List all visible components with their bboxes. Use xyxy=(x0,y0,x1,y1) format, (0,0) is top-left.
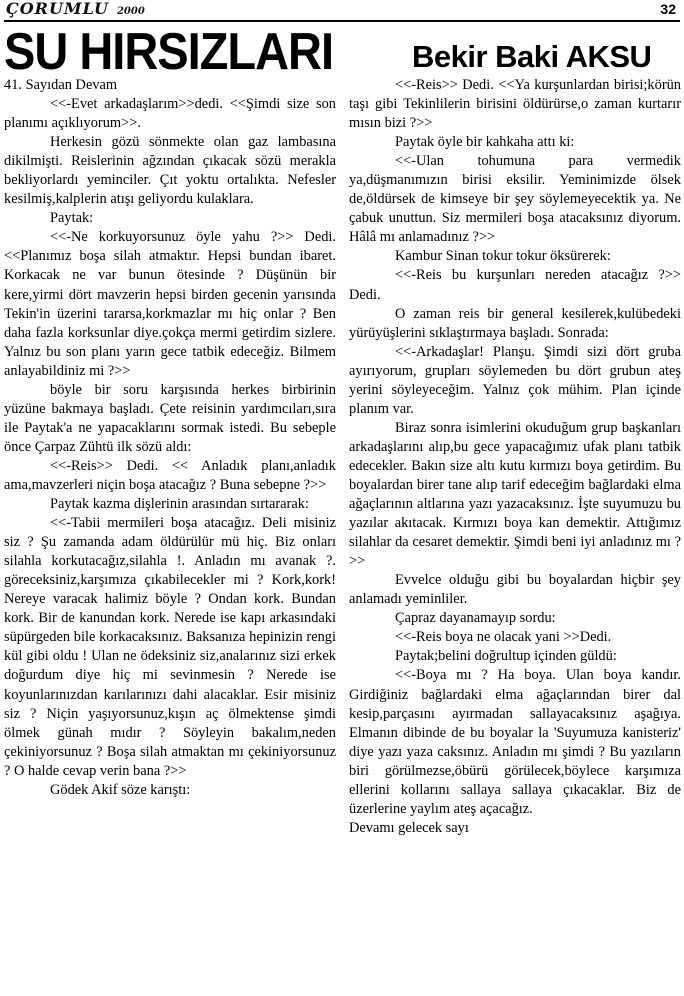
paragraph: Devamı gelecek sayı xyxy=(349,819,469,836)
paragraph: <<-Ulan tohumuna para vermedik ya,düşmanımızın birisi eksilir. Yeminimizde ölsek de,öldürsek de kimseye bir şey söylemeyecektik ya. Ne çabuk unuttun. Siz mermileri boşa atacaksınız diyorum. Hâlâ mı anlamadınız ?>> xyxy=(349,153,681,246)
left-column xyxy=(4,76,336,800)
paragraph: Herkesin gözü sönmekte olan gaz lambasına dikilmişti. Reislerinin ağzından çıkacak sözü merakla bekliyorlardı yeminciler. Çıt yoktu ortalıkta. Nefesler kesilmiş,kalplerin atışı geliyordu kulaklara. xyxy=(4,134,336,208)
masthead-year: 2000 xyxy=(116,6,145,17)
right-column xyxy=(349,76,681,838)
paragraph: 41. Sayıdan Devam xyxy=(4,77,118,93)
paragraph: <<-Tabii mermileri boşa atacağız. Deli misiniz siz ? Şu zamanda adam öldürülür mü hiç. Biz onları silahla korkutacağız,silahla !. Anladın mı avanak ?. göreceksiniz,karşımıza çıkabilecekler mi ? Kork,kork! Nereye varacak halimiz böyle ? Ondan kork. Bundan kork. Bir de kanundan kork. Nerede ise kapı arkasındaki süpürgeden bile korkacaksınız. Baksanıza hepinizin rengi kül gibi oldu ! Ulan ne ödeksiniz siz,analarınız sizi erkek doğurdum diye hiç mi sevinmesin ? Nerede ise koyunlarınızdan karılarınızı dahi alacaklar. Esir misiniz siz ? Niçin yaşıyorsunuz,kışın aç ölmektense şimdi ölmek günah mıdır ? Söyleyin bakalım,neden çekiniyorsunuz ? Boşa silah atmaktan mı çekiniyorsunuz ? O halde cevap verin bana ?>> xyxy=(4,515,336,779)
masthead-name: ÇORUMLU xyxy=(6,0,109,18)
paragraph: <<-Reis>> Dedi. <<Ya kurşunlardan birisi;körün taşı gibi Tekinlilerin birisini öldürürse,o zaman kurtarır mısın bizi ?>> xyxy=(349,77,681,132)
paragraph: <<-Reis>> Dedi. << Anladık planı,anladık ama,mavzerleri niçin boşa atacağız ? Buna sebepne ?>> xyxy=(4,457,336,493)
running-header xyxy=(4,0,680,22)
paragraph: O zaman reis bir general kesilerek,kulübedeki yürüyüşlerini sıklaştırmaya başladı. Sonrada: xyxy=(349,305,681,341)
paragraph: Paytak kazma dişlerinin arasından sırtararak: xyxy=(50,496,309,513)
paragraph: Çapraz dayanamayıp sordu: xyxy=(395,610,556,627)
paragraph: Gödek Akif söze karıştı: xyxy=(50,781,191,798)
paragraph: <<-Ne korkuyorsunuz öyle yahu ?>> Dedi. <<Planımız boşa silah atmaktır. Hepsi bundan ibaret. Korkacak ne var bunun ötesinde ? Düşünün bir kere,yirmi dört mavzerin hepsi birden gecenin yarısında Tekin'in üzerini tararsa,korkmazlar mı hiç onlar ? Ben daha fazla korksunlar diye.çokça mermi getirdim sizlere. Yalnız bu son planı yarın gece tatbik edeceğiz. Bilmem anlayabildiniz mi ?>> xyxy=(4,229,336,379)
paragraph: Paytak: xyxy=(50,210,94,227)
page-number: 32 xyxy=(660,1,676,17)
paragraph: <<-Reis boya ne olacak yani >>Dedi. xyxy=(395,629,612,646)
paragraph: Paytak;belini doğrultup içinden güldü: xyxy=(395,648,617,665)
article-author: Bekir Baki AKSU xyxy=(412,39,652,74)
masthead xyxy=(6,0,145,18)
paragraph: <<-Boya mı ? Ha boya. Ulan boya kandır. Girdiğiniz bağlardaki elma ağaçlarından birer dal kesip,parçasını ayırmadan sallayacaksınız aşağıya. Elmanın dibinde de bu boyalar la 'Suyumuza kanisteriz' diye yazı yaza caksınız. Anladın mı şimdi ? Bu yazıların biri görülmezse,öbürü görülecek,böylece karşımıza ellerini kollarını sallaya sallaya çıkacaklar. Biz de üzerlerine yaylım ateş açacağız. xyxy=(349,667,681,817)
paragraph: Kambur Sinan tokur tokur öksürerek: xyxy=(395,248,611,265)
paragraph: Paytak öyle bir kahkaha attı ki: xyxy=(395,134,575,151)
article-title: SU HIRSIZLARI xyxy=(4,21,334,81)
paragraph: böyle bir soru karşısında herkes birbirinin yüzüne bakmaya başladı. Çete reisinin yardımcıları,sıra ile Paytak'a ne yapacaklarını sormak istedi. Bu sebeple önce Çarpaz Zühtü ilk sözü aldı: xyxy=(4,381,336,455)
paragraph: <<-Evet arkadaşlarım>>dedi. <<Şimdi size son planımı açıklıyorum>>. xyxy=(4,96,336,132)
paragraph: Evvelce olduğu gibi bu boyalardan hiçbir şey anlamadı yeminliler. xyxy=(349,572,681,608)
paragraph: <<-Reis bu kurşunları nereden atacağız ?>> Dedi. xyxy=(349,267,681,303)
paragraph: Biraz sonra isimlerini okuduğum grup başkanları arkadaşlarını alıp,bu gece yapacağımız ufak planı tatbik edecekler. Bakın size altı kutu kırmızı boya getirdim. Bu boyalardan birer tane alıp tarif edeceğim bağlardaki elma ağaçlarının altlarına yazı yazacaksınız. İşte suyumuzu bu yazılar akıtacak. Kırmızı boya kan demektir. Attığımız silahlar da cesaret demektir. Şimdi beni iyi anladınız mı ?>> xyxy=(349,419,681,570)
paragraph: <<-Arkadaşlar! Planşu. Şimdi sizi dört gruba ayırıyorum, grupları söylemeden bu dört grubun ateş yerini söyleyeceğim. Yalnız çok mühim. Plan içinde planım var. xyxy=(349,343,681,417)
